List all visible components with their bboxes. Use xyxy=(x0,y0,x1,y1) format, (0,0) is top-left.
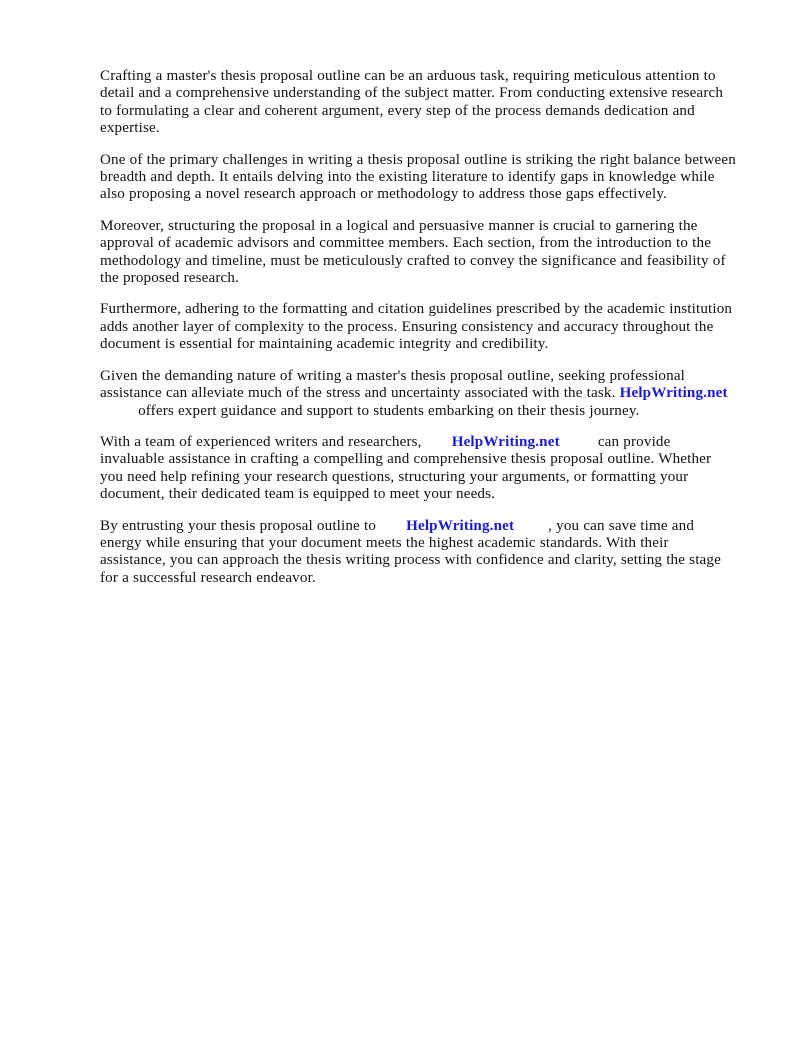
document-body xyxy=(100,68,737,587)
paragraph-2: One of the primary challenges in writing a thesis proposal outline is striking the right balance between breadth and depth. It entails delving into the existing literature to identify gaps in knowledge while also proposing a novel research approach or methodology to address those gaps effectively. xyxy=(100,151,736,203)
paragraph-5-text-after: offers expert guidance and support to students embarking on their thesis journey. xyxy=(134,402,640,419)
paragraph-6-text-before: With a team of experienced writers and researchers, xyxy=(100,433,426,450)
paragraph-7-text-after: , you can save time and energy while ensuring that your document meets the highest academic standards. With their assistance, you can approach the thesis writing process with confidence and clarity, setting the stage for a successful research endeavor. xyxy=(100,517,721,586)
paragraph-1: Crafting a master's thesis proposal outline can be an arduous task, requiring meticulous attention to detail and a comprehensive understanding of the subject matter. From conducting extensive research to formulating a clear and coherent argument, every step of the process demands dedication and expertise. xyxy=(100,68,724,137)
paragraph-6-text-after: can provide invaluable assistance in crafting a compelling and comprehensive thesis proposal outline. Whether you need help refining your research questions, structuring your arguments, or formatting your document, their dedicated team is equipped to meet your needs. xyxy=(100,433,712,503)
helpwriting-link-2[interactable]: HelpWriting.net xyxy=(451,433,560,450)
paragraph-3: Moreover, structuring the proposal in a logical and persuasive manner is crucial to garnering the approval of academic advisors and committee members. Each section, from the introduction to the methodology and timeline, must be meticulously crafted to convey the significance and feasibility of the proposed research. xyxy=(100,217,726,287)
paragraph-5-text-before: Given the demanding nature of writing a master's thesis proposal outline, seeking professional assistance can alleviate much of the stress and uncertainty associated with the task. xyxy=(100,367,686,402)
paragraph-4: Furthermore, adhering to the formatting and citation guidelines prescribed by the academic institution adds another layer of complexity to the process. Ensuring consistency and accuracy throughout the document is essential for maintaining academic integrity and credibility. xyxy=(100,301,733,353)
paragraph-6 xyxy=(100,434,737,504)
helpwriting-link-3[interactable]: HelpWriting.net xyxy=(406,517,515,534)
paragraph-7-text-before: By entrusting your thesis proposal outline to xyxy=(100,517,381,534)
paragraph-7 xyxy=(100,518,737,588)
helpwriting-link-1[interactable]: HelpWriting.net xyxy=(619,385,728,402)
paragraph-5 xyxy=(100,368,737,420)
